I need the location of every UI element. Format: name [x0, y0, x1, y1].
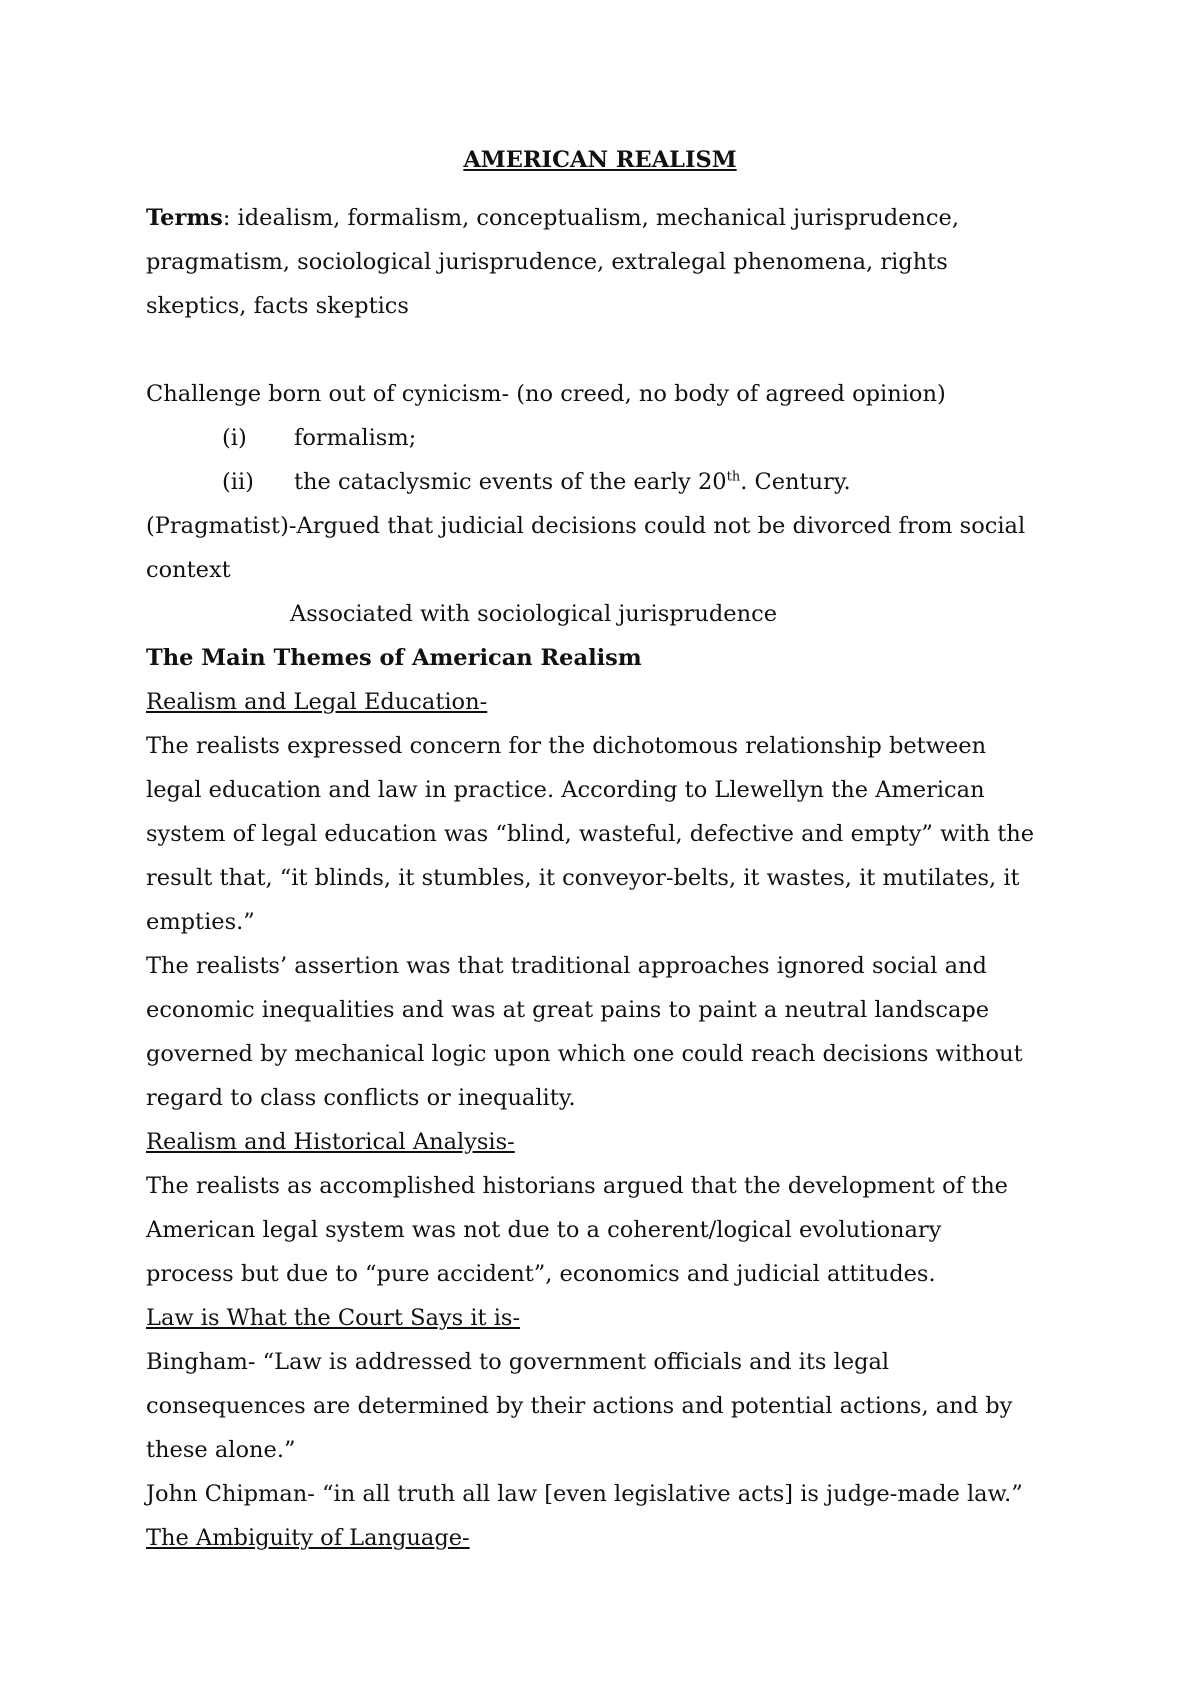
terms-text-1: : idealism, formalism, conceptualism, mechanical jurisprudence,	[222, 205, 959, 231]
terms-line-2: pragmatism, sociological jurisprudence, extralegal phenomena, rights	[146, 249, 948, 275]
main-themes-heading: The Main Themes of American Realism	[146, 645, 642, 671]
terms-line-3: skeptics, facts skeptics	[146, 293, 409, 319]
paragraph-line: empties.”	[146, 909, 255, 935]
list-item-number: (ii)	[222, 469, 254, 495]
paragraph-line: these alone.”	[146, 1437, 296, 1463]
section-heading-historical: Realism and Historical Analysis-	[146, 1129, 515, 1155]
document-title: AMERICAN REALISM	[463, 147, 737, 173]
paragraph-line: system of legal education was “blind, wasteful, defective and empty” with the	[146, 821, 1035, 847]
paragraph-line: economic inequalities and was at great pains to paint a neutral landscape	[146, 997, 990, 1023]
paragraph-line: The realists expressed concern for the dichotomous relationship between	[146, 733, 987, 759]
paragraph-line: consequences are determined by their actions and potential actions, and by	[146, 1393, 1013, 1419]
pragmatist-line-2: context	[146, 557, 231, 583]
list-item-number: (i)	[222, 425, 247, 451]
paragraph-line: legal education and law in practice. According to Llewellyn the American	[146, 777, 985, 803]
paragraph-line: governed by mechanical logic upon which one could reach decisions without	[146, 1041, 1023, 1067]
list-item-text-end: . Century.	[740, 469, 851, 495]
paragraph-line: Bingham- “Law is addressed to government officials and its legal	[146, 1349, 890, 1375]
section-heading-language: The Ambiguity of Language-	[146, 1525, 470, 1551]
paragraph-line: John Chipman- “in all truth all law [even legislative acts] is judge-made law.”	[146, 1481, 1023, 1507]
list-item	[222, 423, 416, 453]
section-heading-court: Law is What the Court Says it is-	[146, 1305, 521, 1331]
section-heading-education: Realism and Legal Education-	[146, 689, 488, 715]
associated-note: Associated with sociological jurisprudence	[290, 601, 778, 627]
list-item-text: formalism;	[294, 425, 417, 451]
paragraph-line: The realists’ assertion was that traditional approaches ignored social and	[146, 953, 987, 979]
superscript: th	[726, 469, 741, 485]
paragraph-line: American legal system was not due to a coherent/logical evolutionary	[146, 1217, 942, 1243]
list-item-text: the cataclysmic events of the early 20	[294, 469, 727, 495]
paragraph-line: process but due to “pure accident”, economics and judicial attitudes.	[146, 1261, 936, 1287]
paragraph-line: regard to class conflicts or inequality.	[146, 1085, 576, 1111]
terms-line-1	[146, 203, 959, 233]
challenge-intro: Challenge born out of cynicism- (no creed, no body of agreed opinion)	[146, 381, 946, 407]
terms-label: Terms	[146, 205, 223, 231]
pragmatist-line-1: (Pragmatist)-Argued that judicial decisions could not be divorced from social	[146, 513, 1026, 539]
paragraph-line: The realists as accomplished historians argued that the development of the	[146, 1173, 1008, 1199]
paragraph-line: result that, “it blinds, it stumbles, it conveyor-belts, it wastes, it mutilates, it	[146, 865, 1020, 891]
list-item	[222, 467, 851, 497]
